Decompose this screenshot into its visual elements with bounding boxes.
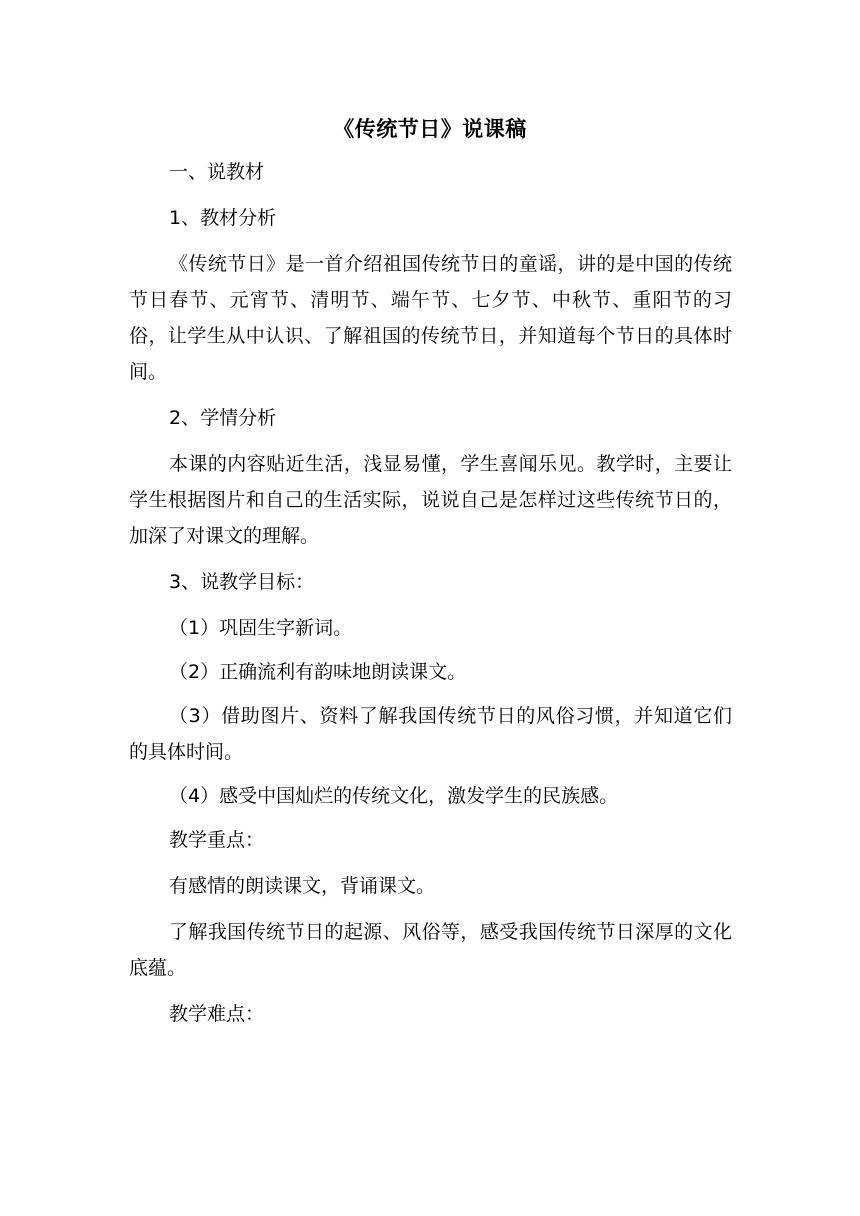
document-body bbox=[129, 154, 732, 1042]
goal-item-4: （4）感受中国灿烂的传统文化，激发学生的民族感。 bbox=[169, 785, 619, 807]
subheading-teaching-goals: 3、说教学目标： bbox=[169, 571, 315, 593]
goal-item-2: （2）正确流利有韵味地朗读课文。 bbox=[169, 661, 467, 683]
subheading-student-analysis: 2、学情分析 bbox=[169, 407, 277, 429]
section-heading-teaching-material: 一、说教材 bbox=[169, 161, 265, 183]
focus-item-1: 有感情的朗读课文，背诵课文。 bbox=[169, 875, 436, 897]
paragraph-material-analysis: 《传统节日》是一首介绍祖国传统节日的童谣，讲的是中国的传统节日春节、元宵节、清明节、端午节、七夕节、中秋节、重阳节的习俗，让学生从中认识、了解祖国的传统节日，并知道每个节日的具体时间。 bbox=[129, 253, 732, 383]
focus-item-2: 了解我国传统节日的起源、风俗等，感受我国传统节日深厚的文化底蕴。 bbox=[129, 921, 732, 979]
label-teaching-focus: 教学重点： bbox=[169, 829, 265, 851]
document-title: 《传统节日》说课稿 bbox=[333, 117, 527, 141]
subheading-material-analysis: 1、教材分析 bbox=[169, 207, 277, 229]
goal-item-3: （3）借助图片、资料了解我国传统节日的风俗习惯，并知道它们的具体时间。 bbox=[129, 705, 732, 763]
label-teaching-difficulty: 教学难点： bbox=[169, 1003, 265, 1025]
paragraph-student-analysis: 本课的内容贴近生活，浅显易懂，学生喜闻乐见。教学时，主要让学生根据图片和自己的生活实际，说说自己是怎样过这些传统节日的，加深了对课文的理解。 bbox=[129, 453, 732, 547]
goal-item-1: （1）巩固生字新词。 bbox=[169, 617, 353, 639]
